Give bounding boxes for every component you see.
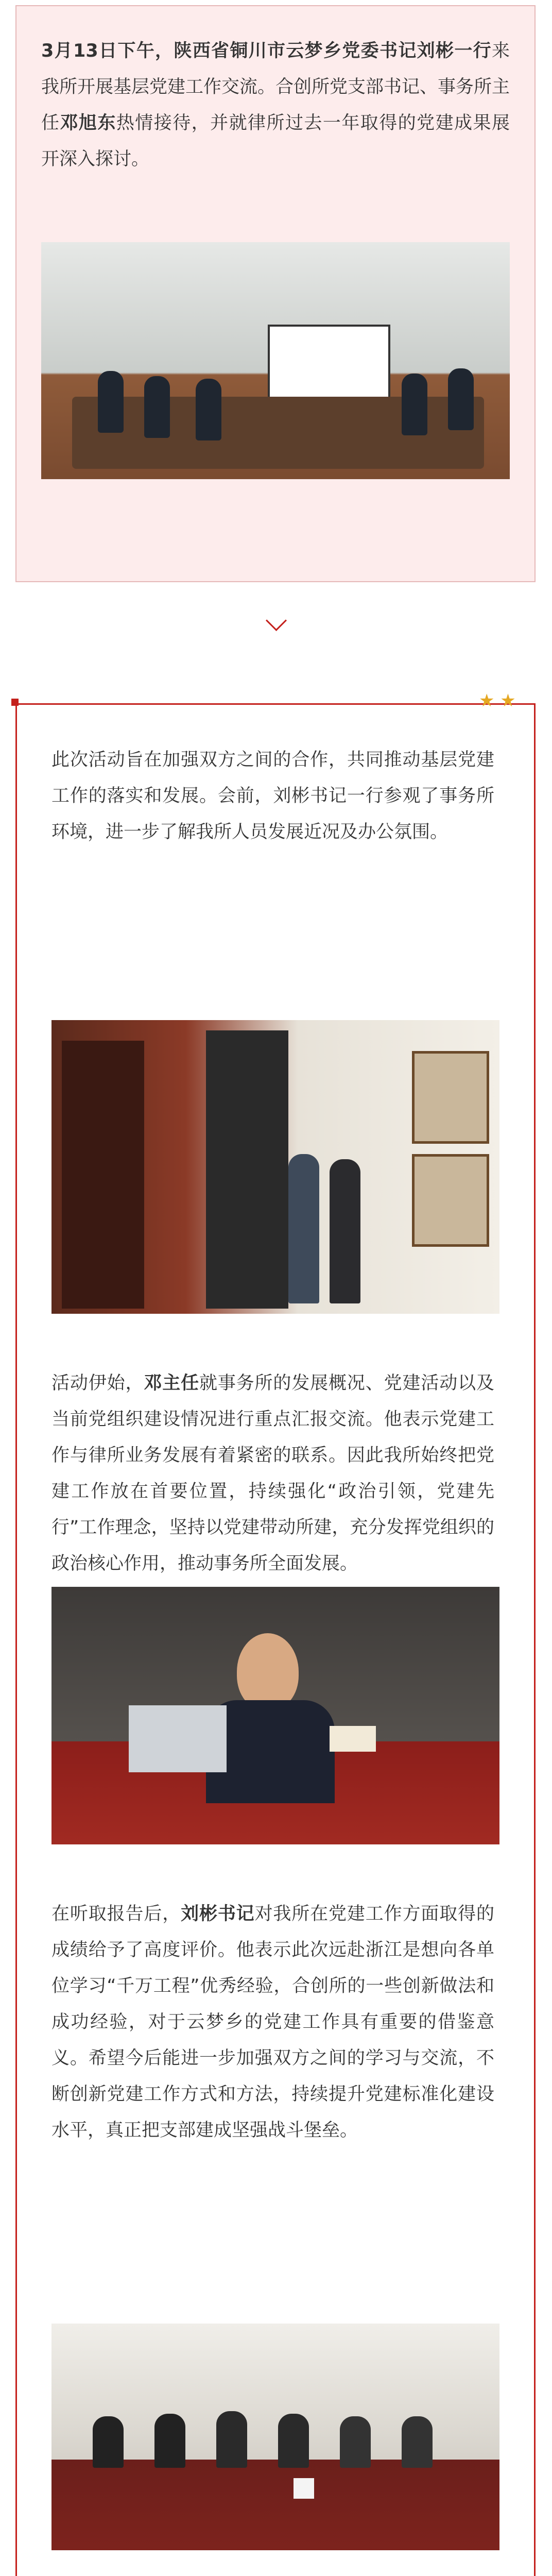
- person-figure: [448, 368, 474, 430]
- group-meeting-photo: [51, 2324, 499, 2550]
- evaluation-intro: 在听取报告后，: [51, 1904, 181, 1924]
- person-figure: [402, 2416, 433, 2468]
- person-figure: [288, 1154, 319, 1303]
- paragraph-evaluation: [51, 1896, 494, 2148]
- person-figure: [340, 2416, 371, 2468]
- evaluation-body: 对我所在党建工作方面取得的成绩给予了高度评价。他表示此次远赴浙江是想向各单位学习“千万工程”优秀经验，合创所的一些创新做法和成功经验，对于云梦乡的党建工作具有重要的借鉴意义。希望今后能进一步加强双方之间的学习与交流，不断创新党建工作方式和方法，持续提升党建标准化建设水平，真正把支部建成坚强战斗堡垒。: [51, 1904, 494, 2141]
- person-figure: [93, 2416, 124, 2468]
- certificate-frame: [412, 1051, 489, 1144]
- name-card: [330, 1726, 376, 1752]
- door-frame: [206, 1030, 288, 1309]
- chevron-down-icon: [266, 610, 287, 631]
- projector: [294, 2478, 314, 2499]
- person-figure: [98, 371, 124, 433]
- person-figure: [330, 1159, 360, 1303]
- meeting-room-photo: [41, 242, 510, 479]
- person-figure: [196, 379, 221, 440]
- person-figure: [278, 2414, 309, 2468]
- person-figure: [402, 374, 427, 435]
- speaker-photo: [51, 1587, 499, 1844]
- certificate-frame: [412, 1154, 489, 1247]
- paragraph-visit-purpose: 此次活动旨在加强双方之间的合作，共同推动基层党建工作的落实和发展。会前，刘彬书记一行参观了事务所环境，进一步了解我所人员发展近况及办公氛围。: [51, 750, 494, 842]
- laptop: [129, 1705, 227, 1772]
- office-visit-photo: [51, 1020, 499, 1314]
- report-intro: 活动伊始，: [51, 1373, 144, 1394]
- wall-panel: [62, 1041, 144, 1309]
- corner-square-icon: [11, 699, 19, 706]
- intro-host-name: 邓旭东: [60, 113, 116, 133]
- report-speaker: 邓主任: [144, 1373, 199, 1394]
- evaluation-speaker: 刘彬书记: [181, 1904, 255, 1924]
- star-decoration-icon: ★ ★: [479, 690, 516, 711]
- presentation-screen: [268, 325, 390, 401]
- person-figure: [154, 2414, 185, 2468]
- person-figure: [216, 2411, 247, 2468]
- intro-body-end: 热情接待，并就律所过去一年取得的党建成果展开深入探讨。: [41, 113, 510, 170]
- paragraph-report: [51, 1365, 494, 1582]
- intro-headline: 3月13日下午，陕西省铜川市云梦乡党委书记刘彬一行: [41, 41, 492, 61]
- person-figure: [144, 376, 170, 438]
- report-body: 就事务所的发展概况、党建活动以及当前党组织建设情况进行重点汇报交流。他表示党建工作与律所业务发展有着紧密的联系。因此我所始终把党建工作放在首要位置，持续强化“政治引领，党建先行”工作理念，坚持以党建带动所建，充分发挥党组织的政治核心作用，推动事务所全面发展。: [51, 1373, 494, 1574]
- speaker-head: [237, 1633, 299, 1710]
- intro-body: 来我所开展基层党建工作交流。合创所党支部书记、事务所主任: [41, 41, 510, 133]
- intro-text: [41, 33, 510, 177]
